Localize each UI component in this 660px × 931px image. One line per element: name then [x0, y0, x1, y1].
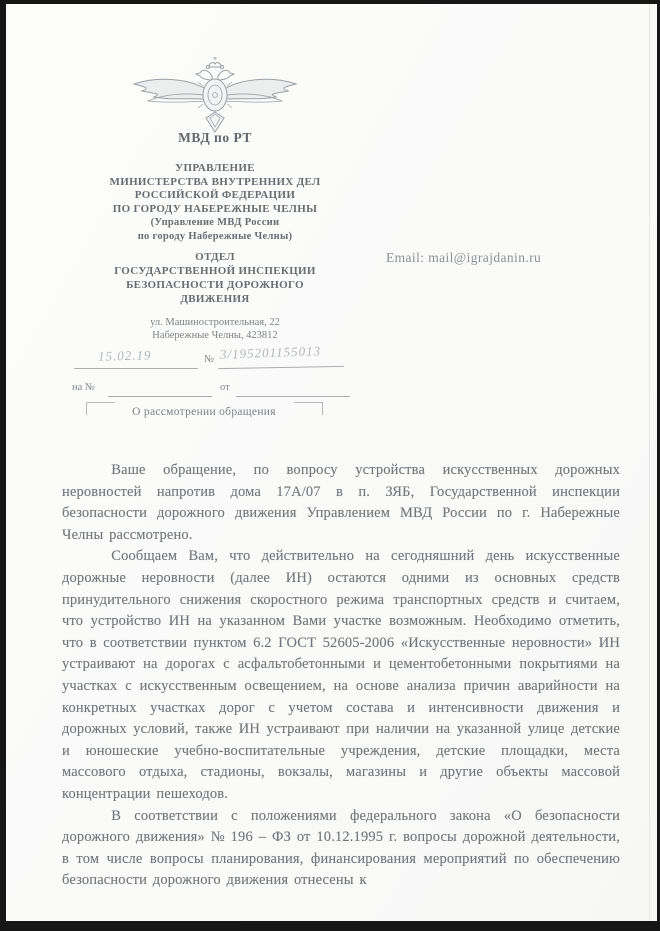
handwritten-date: 15.02.19	[97, 347, 152, 364]
dept-line-1: ОТДЕЛ	[195, 251, 235, 263]
handwritten-number: 3/195201155013	[219, 343, 322, 362]
org-line-2: МИНИСТЕРСТВА ВНУТРЕННИХ ДЕЛ	[109, 175, 321, 188]
date-underline	[74, 368, 198, 369]
subject-line: О рассмотрении обращения	[132, 406, 276, 418]
document-page	[6, 4, 657, 921]
department-block	[70, 250, 360, 306]
dept-line-2: ГОСУДАРСТВЕННОЙ ИНСПЕКЦИИ	[114, 265, 316, 277]
reply-from-label: от	[220, 382, 230, 393]
email-label: Email:	[386, 250, 425, 265]
address-block	[70, 316, 360, 342]
org-alt-line-2: по городу Набережные Челны)	[137, 230, 293, 242]
number-underline	[218, 366, 344, 369]
number-sign: №	[204, 354, 215, 365]
org-line-4: ПО ГОРОДУ НАБЕРЕЖНЫЕ ЧЕЛНЫ	[112, 202, 318, 215]
email-row	[386, 250, 541, 266]
reply-number-underline	[108, 396, 212, 397]
mvd-eagle-emblem-icon	[130, 56, 300, 134]
email-value: mail@igrajdanin.ru	[428, 250, 542, 265]
reply-prefix-label: на №	[72, 382, 95, 393]
body-paragraph-2: Сообщаем Вам, что действительно на сегодняшний день искусственные дорожные неровности (далее ИН) остаются одними из основных средств принудительного снижения скоростного режима транспортных средств и считаем, что устройство ИН на указанном Вами участке возможным. Необходимо отметить, что в соответствии пунктом 6.2 ГОСТ 52605-2006 «Искусственные неровности» ИН устраивают на дорогах с асфальтобетонными и цементобетонными покрытиями на участках с искусственным освещением, на основе анализа причин аварийности на конкретных участках дорог с учетом состава и интенсивности движения и дорожных условий, также ИН устраивают при наличии на указанной улице детские и юношеские учебно-воспитательные учреждения, детские площадки, места массового отдыха, стадионы, вокзалы, магазины и другие объекты массовой концентрации пешеходов.	[62, 548, 620, 802]
body-paragraph-1: Ваше обращение, по вопросу устройства искусственных дорожных неровностей напротив дома 17А/07 в п. ЗЯБ, Государственной инспекции безопасности дорожного движения Управлением МВД России по г. Набережные Челны рассмотрено.	[62, 462, 620, 543]
org-line-1: УПРАВЛЕНИЕ	[175, 162, 255, 174]
dept-line-3: БЕЗОПАСНОСТИ ДОРОЖНОГО	[126, 279, 304, 291]
dept-line-4: ДВИЖЕНИЯ	[180, 293, 250, 305]
org-name-block	[70, 162, 360, 243]
agency-short-title: МВД по РТ	[178, 130, 252, 145]
body-paragraph-3: В соответствии с положениями федерального закона «О безопасности дорожного движения» № 196 – ФЗ от 10.12.1995 г. вопросы дорожной деятельности, в том числе вопросы планирования, финансирования мероприятий по обеспечению безопасности дорожного движения отнесены к	[62, 807, 620, 889]
address-line-1: ул. Машиностроительная, 22	[150, 317, 280, 328]
reply-date-underline	[236, 396, 350, 397]
address-line-2: Набережные Челны, 423812	[152, 330, 278, 341]
scan-fold-line	[649, 4, 650, 921]
org-line-3: РОССИЙСКОЙ ФЕДЕРАЦИИ	[134, 189, 296, 201]
letter-body	[62, 460, 620, 892]
org-alt-line-1: (Управление МВД России	[150, 217, 280, 228]
